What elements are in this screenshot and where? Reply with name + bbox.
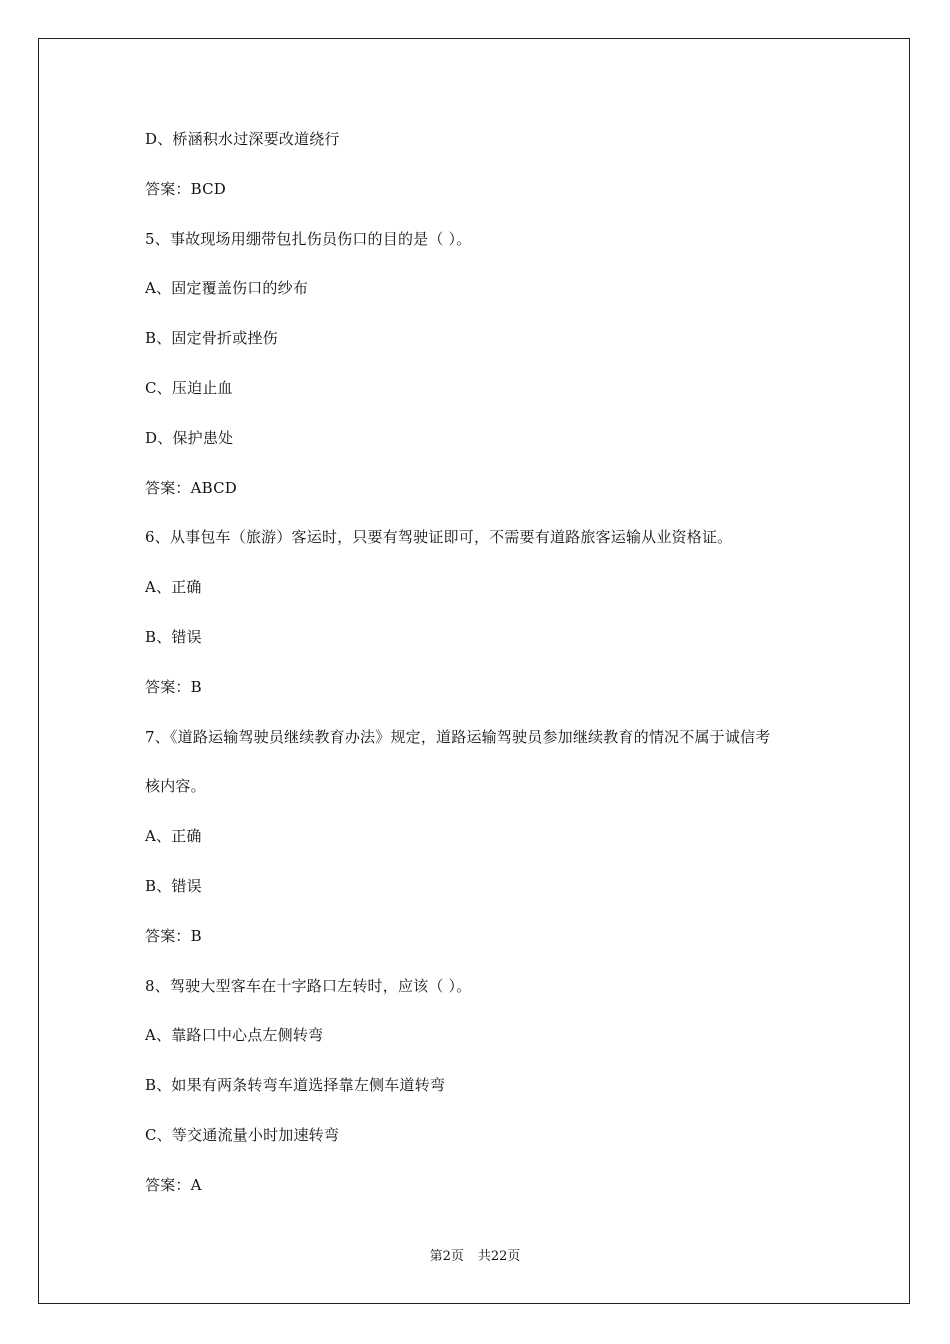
option-b-line: B、固定骨折或挫伤 <box>145 329 278 348</box>
page-number: 第2页 <box>429 1249 464 1264</box>
answer-line: 答案：ABCD <box>145 478 238 497</box>
document-body <box>145 126 825 1222</box>
option-a-line: A、正确 <box>145 827 202 846</box>
option-b-line: B、错误 <box>145 876 202 895</box>
answer-line: 答案：BCD <box>145 179 227 198</box>
option-c-line: C、等交通流量小时加速转弯 <box>145 1125 340 1144</box>
option-d-line: D、保护患处 <box>145 428 234 447</box>
answer-line: 答案：B <box>145 926 202 945</box>
option-c-line: C、压迫止血 <box>145 378 233 397</box>
option-b-line: B、如果有两条转弯车道选择靠左侧车道转弯 <box>145 1076 446 1095</box>
option-b-line: B、错误 <box>145 627 202 646</box>
answer-line: 答案：B <box>145 677 202 696</box>
question-5: 5、事故现场用绷带包扎伤员伤口的目的是（ ）。 <box>145 229 472 248</box>
answer-line: 答案：A <box>145 1175 202 1194</box>
question-6: 6、从事包车（旅游）客运时，只要有驾驶证即可，不需要有道路旅客运输从业资格证。 <box>145 528 733 547</box>
option-a-line: A、固定覆盖伤口的纱布 <box>145 279 309 298</box>
option-a-line: A、靠路口中心点左侧转弯 <box>145 1026 324 1045</box>
page-total: 共22页 <box>477 1249 521 1264</box>
question-7-continued: 核内容。 <box>145 777 206 796</box>
option-d-line: D、桥涵积水过深要改道绕行 <box>145 130 340 148</box>
option-a-line: A、正确 <box>145 578 202 597</box>
page-footer <box>0 1248 950 1266</box>
question-7: 7、《道路运输驾驶员继续教育办法》规定，道路运输驾驶员参加继续教育的情况不属于诚信考 <box>145 727 771 746</box>
question-8: 8、驾驶大型客车在十字路口左转时，应该（ ）。 <box>145 976 472 995</box>
